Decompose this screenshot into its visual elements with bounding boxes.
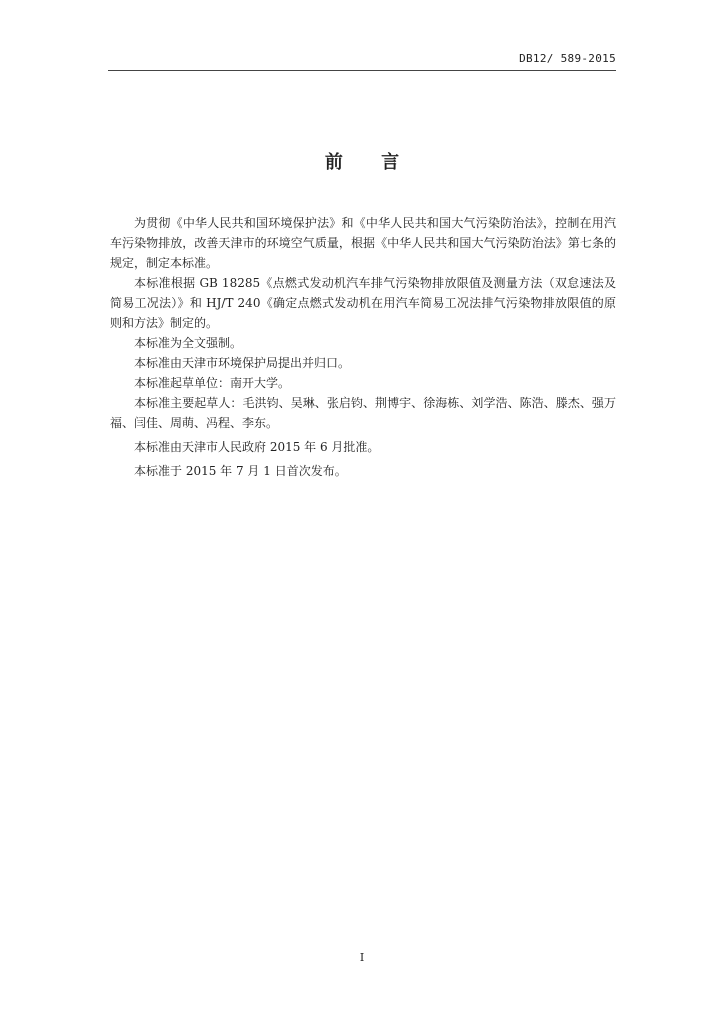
paragraph-basis: 本标准根据 GB 18285《点燃式发动机汽车排气污染物排放限值及测量方法（双怠速法及简易工况法）》和 HJ/T 240《确定点燃式发动机在用汽车简易工况法排气污染物排放限值的原则和方法》制定的。: [110, 276, 616, 330]
paragraph-proposer: 本标准由天津市环境保护局提出并归口。: [134, 356, 351, 370]
paragraph-drafting-unit: 本标准起草单位：南开大学。: [134, 376, 291, 390]
header-rule: [108, 70, 616, 71]
paragraph-approval: 本标准由天津市人民政府 2015 年 6 月批准。: [134, 440, 380, 454]
paragraph-drafters: 本标准主要起草人：毛洪钧、吴琳、张启钧、荆博宇、徐海栋、刘学浩、陈浩、滕杰、强万福、闫佳、周萌、冯程、李东。: [110, 396, 616, 430]
paragraph-mandatory: 本标准为全文强制。: [134, 336, 243, 350]
page-title: 前 言: [324, 152, 416, 173]
page-number: I: [359, 951, 365, 964]
foreword-body: [110, 213, 616, 481]
paragraph-purpose: 为贯彻《中华人民共和国环境保护法》和《中华人民共和国大气污染防治法》，控制在用汽车污染物排放，改善天津市的环境空气质量，根据《中华人民共和国大气污染防治法》第七条的规定，制定本标准。: [110, 216, 616, 270]
document-code: DB12/ 589-2015: [519, 52, 616, 65]
paragraph-release: 本标准于 2015 年 7 月 1 日首次发布。: [134, 464, 347, 478]
